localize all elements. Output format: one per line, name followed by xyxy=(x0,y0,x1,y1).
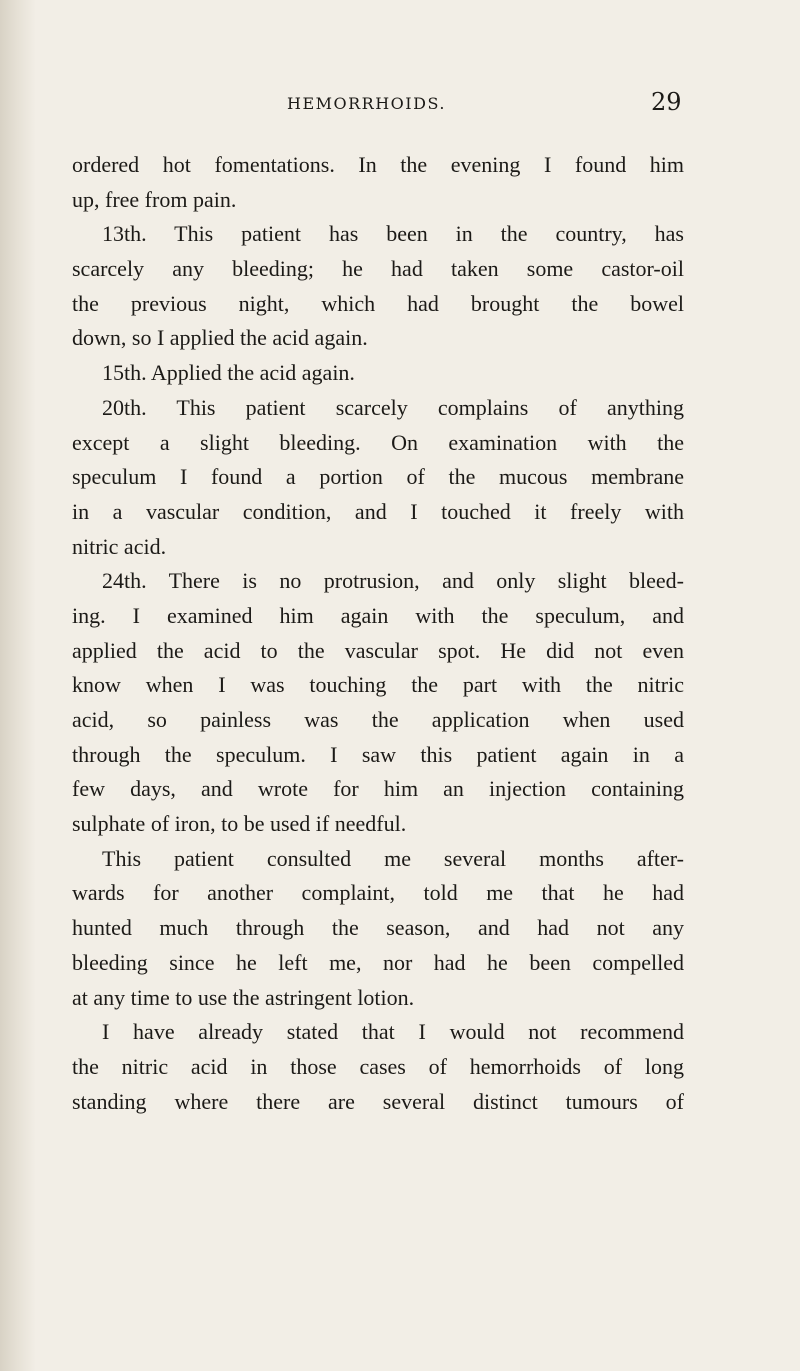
text-line: through the speculum. I saw this patient again in a xyxy=(72,741,684,767)
page-binding-shadow xyxy=(0,0,36,1371)
page-number: 29 xyxy=(651,88,682,116)
text-line: ordered hot fomentations. In the evening I found him xyxy=(72,152,684,177)
page-header xyxy=(0,90,800,126)
text-line: the nitric acid in those cases of hemorrhoids of long xyxy=(72,1053,684,1079)
text-line: hunted much through the season, and had not any xyxy=(72,915,684,941)
text-line: at any time to use the astringent lotion. xyxy=(72,984,415,1010)
text-line: ing. I examined him again with the speculum, and xyxy=(72,602,684,628)
text-line: 15th. Applied the acid again. xyxy=(102,360,355,386)
text-line: wards for another complaint, told me that he had xyxy=(72,880,684,906)
text-line: standing where there are several distinct tumours of xyxy=(72,1088,684,1114)
text-line: nitric acid. xyxy=(72,533,167,559)
body-text xyxy=(72,148,684,1119)
text-line: sulphate of iron, to be used if needful. xyxy=(72,811,407,837)
text-line: This patient consulted me several months after- xyxy=(102,845,684,871)
text-line: in a vascular condition, and I touched it freely with xyxy=(72,498,684,524)
text-line: 13th. This patient has been in the country, has xyxy=(102,221,684,247)
text-line: the previous night, which had brought the bowel xyxy=(72,290,684,316)
text-line: acid, so painless was the application when used xyxy=(72,707,684,732)
text-line: applied the acid to the vascular spot. He did not even xyxy=(72,637,684,663)
text-line: few days, and wrote for him an injection containing xyxy=(72,776,684,802)
running-head: HEMORRHOIDS. xyxy=(287,94,446,113)
text-line: I have already stated that I would not recommend xyxy=(102,1019,684,1045)
text-line: bleeding since he left me, nor had he been compelled xyxy=(72,949,684,975)
text-line: 20th. This patient scarcely complains of anything xyxy=(102,394,684,420)
text-line: except a slight bleeding. On examination with the xyxy=(72,429,684,455)
text-line: speculum I found a portion of the mucous membrane xyxy=(72,464,684,490)
text-line: scarcely any bleeding; he had taken some castor-oil xyxy=(72,256,684,282)
text-line: up, free from pain. xyxy=(72,186,237,212)
text-line: down, so I applied the acid again. xyxy=(72,325,368,351)
text-line: 24th. There is no protrusion, and only slight bleed- xyxy=(102,568,684,594)
text-line: know when I was touching the part with the nitric xyxy=(72,672,684,698)
